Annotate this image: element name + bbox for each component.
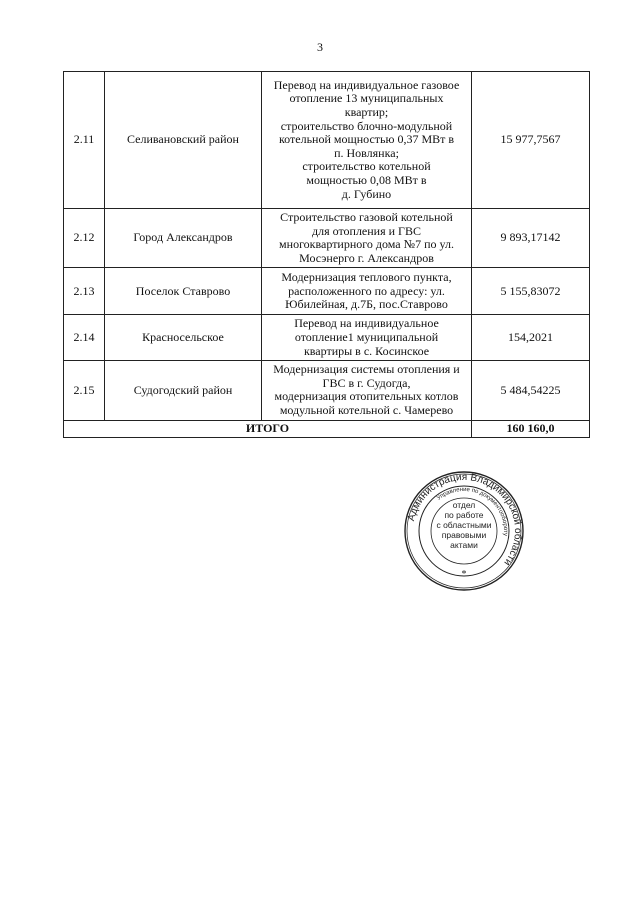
row-name: Селивановский район <box>105 72 262 209</box>
row-sum: 9 893,17142 <box>472 209 590 268</box>
total-row <box>64 420 590 437</box>
description-line: модернизация отопительных котлов <box>274 389 459 404</box>
total-label: ИТОГО <box>64 420 472 437</box>
row-description <box>262 72 472 209</box>
description-line: отопление1 муниципальной <box>294 329 439 344</box>
stamp-center-line: отдел <box>452 500 476 510</box>
description-line: расположенного по адресу: ул. <box>288 283 445 298</box>
table-row <box>64 209 590 268</box>
description-line: Перевод на индивидуальное газовое <box>273 77 460 92</box>
description-line: Мосэнерго г. Александров <box>299 250 434 265</box>
description-line: отопление 13 муниципальных <box>289 91 444 106</box>
row-number: 2.12 <box>64 209 105 268</box>
stamp-center-line: актами <box>450 540 478 550</box>
stamp-star: * <box>461 569 467 580</box>
description-line: мощностью 0,08 МВт в <box>306 172 427 187</box>
budget-table <box>63 71 590 438</box>
row-name: Красносельское <box>105 315 262 361</box>
description-line: Юбилейная, д.7Б, пос.Ставрово <box>285 297 448 312</box>
stamp-center-line: с областными <box>436 520 492 530</box>
description-line: Перевод на индивидуальное <box>294 316 439 331</box>
description-line: для отопления и ГВС <box>311 223 421 238</box>
row-number: 2.14 <box>64 315 105 361</box>
row-sum: 154,2021 <box>472 315 590 361</box>
table-row <box>64 315 590 361</box>
row-number: 2.11 <box>64 72 105 209</box>
description-line: строительство котельной <box>302 159 431 174</box>
row-description <box>262 315 472 361</box>
description-line: многоквартирного дома №7 по ул. <box>279 237 454 252</box>
table-body <box>64 72 590 438</box>
stamp-center-line: по работе <box>444 510 484 520</box>
official-stamp <box>403 470 525 592</box>
stamp-outer-text: Администрация Владимирской области <box>406 471 524 568</box>
row-description <box>262 209 472 268</box>
row-number: 2.13 <box>64 268 105 315</box>
row-name: Город Александров <box>105 209 262 268</box>
description-line: Модернизация системы отопления и <box>273 362 460 377</box>
description-line: д. Губино <box>341 186 392 201</box>
stamp-center-line: правовыми <box>441 530 487 540</box>
row-description <box>262 361 472 420</box>
row-number: 2.15 <box>64 361 105 420</box>
table-row <box>64 72 590 209</box>
total-value: 160 160,0 <box>472 420 590 437</box>
description-line: модульной котельной с. Чамерево <box>279 402 454 417</box>
row-sum: 15 977,7567 <box>472 72 590 209</box>
description-line: квартир; <box>344 105 389 120</box>
description-line: строительство блочно-модульной <box>280 118 453 133</box>
description-line: п. Новлянка; <box>334 145 399 160</box>
description-line: котельной мощностью 0,37 МВт в <box>278 132 455 147</box>
row-sum: 5 484,54225 <box>472 361 590 420</box>
table-row <box>64 268 590 315</box>
row-name: Поселок Ставрово <box>105 268 262 315</box>
row-name: Судогодский район <box>105 361 262 420</box>
stamp-inner-text: Управление по документообороту <box>436 486 509 537</box>
stamp-center-text <box>403 500 525 550</box>
description-line: ГВС в г. Судогда, <box>322 375 411 390</box>
page-number: 3 <box>317 40 323 54</box>
table-row <box>64 361 590 420</box>
row-sum: 5 155,83072 <box>472 268 590 315</box>
row-description <box>262 268 472 315</box>
description-line: квартиры в с. Косинское <box>303 343 430 358</box>
description-line: Строительство газовой котельной <box>280 210 453 224</box>
description-line: Модернизация теплового пункта, <box>281 269 452 284</box>
